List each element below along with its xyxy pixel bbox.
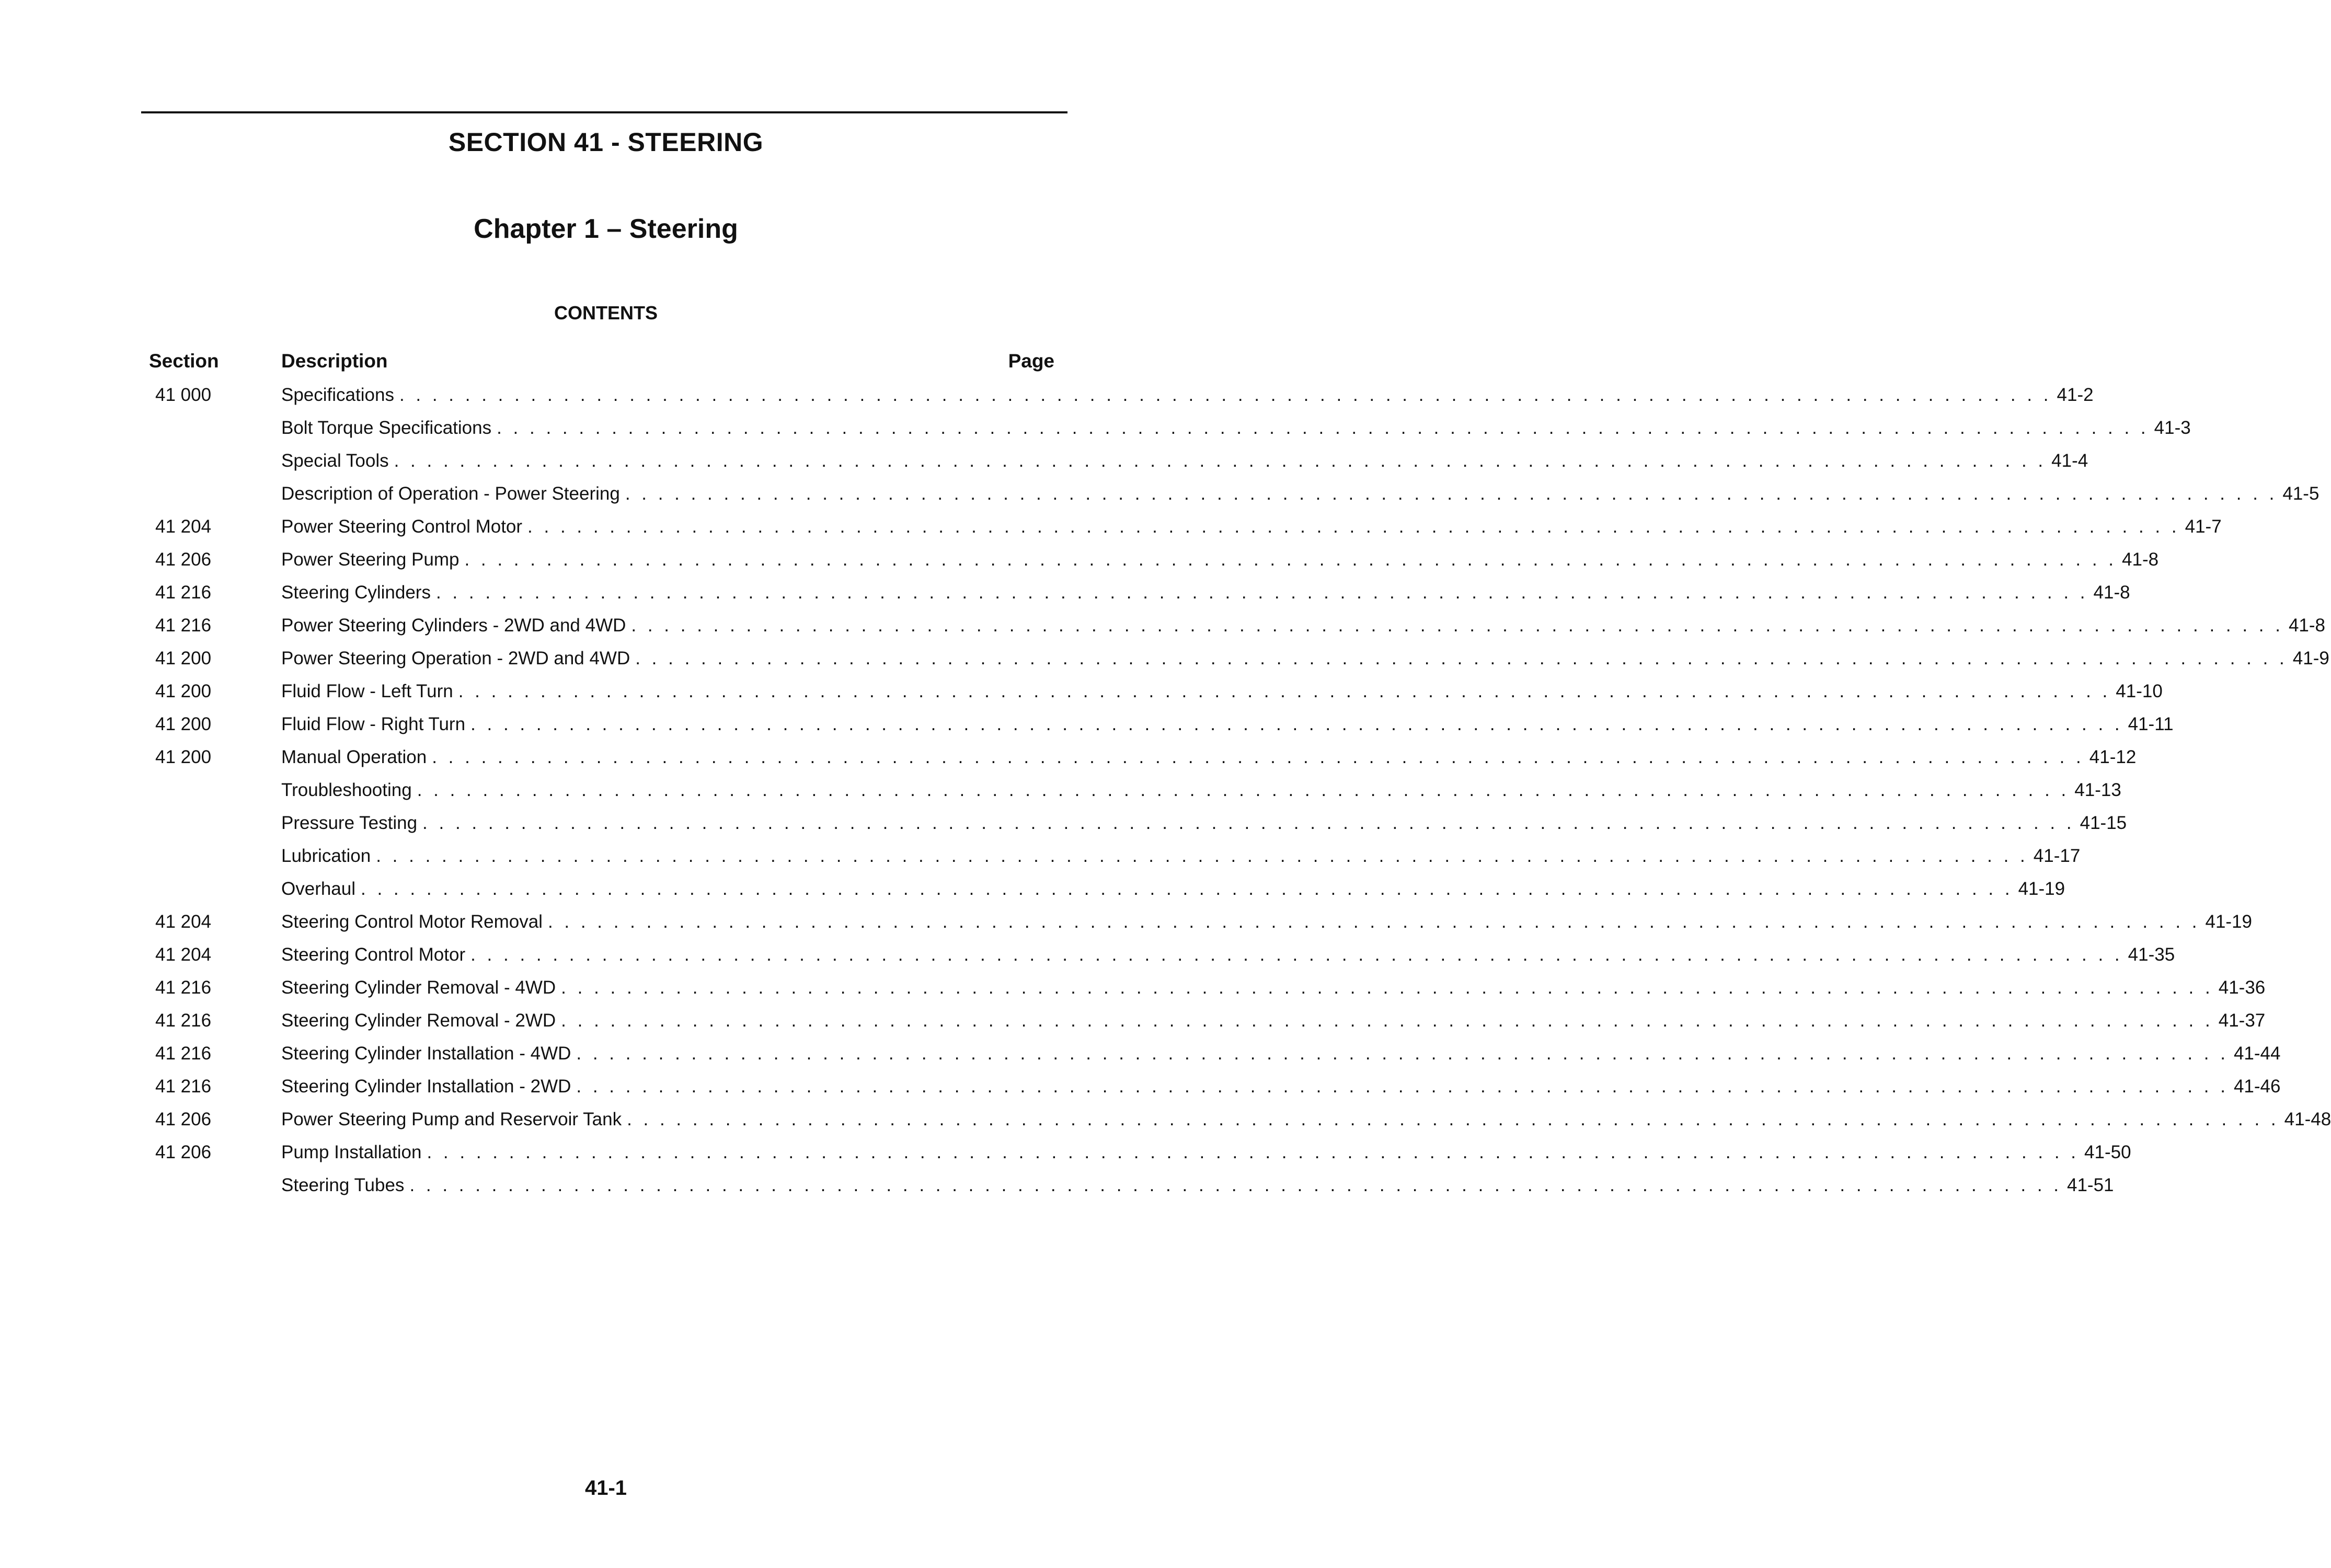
dot-leader: . . . . . . . . . . . . . . . . . . . . . . . . . . . . . . . . . . . . . . . . . . . . . . . . . . . . . . . . . . . . . . . . . . . . . . . . . . . . . . . . . . . . . . . . . . . . . . . . . . . . . — [470, 944, 2123, 965]
dot-leader: . . . . . . . . . . . . . . . . . . . . . . . . . . . . . . . . . . . . . . . . . . . . . . . . . . . . . . . . . . . . . . . . . . . . . . . . . . . . . . . . . . . . . . . . . . . . . . . . . . . . . — [576, 1043, 2229, 1064]
dot-leader: . . . . . . . . . . . . . . . . . . . . . . . . . . . . . . . . . . . . . . . . . . . . . . . . . . . . . . . . . . . . . . . . . . . . . . . . . . . . . . . . . . . . . . . . . . . . . . . . . . . . . — [561, 1010, 2213, 1031]
toc-row[interactable] — [0, 1140, 2131, 1173]
toc-row[interactable] — [0, 877, 2065, 910]
toc-section-number: 41 206 — [155, 1109, 212, 1129]
toc-description: Steering Cylinder Removal - 2WD — [281, 1010, 556, 1031]
dot-leader: . . . . . . . . . . . . . . . . . . . . . . . . . . . . . . . . . . . . . . . . . . . . . . . . . . . . . . . . . . . . . . . . . . . . . . . . . . . . . . . . . . . . . . . . . . . . . . . . . . . . . — [417, 780, 2070, 800]
toc-page-number: 41-2 — [2057, 385, 2094, 405]
toc-description: Power Steering Control Motor — [281, 516, 523, 537]
toc-row[interactable] — [0, 614, 2326, 647]
toc-description: Specifications — [281, 385, 394, 405]
toc-entry — [281, 811, 2127, 835]
toc-page-number: 41-17 — [2033, 846, 2081, 866]
toc-entry — [281, 1140, 2131, 1164]
dot-leader: . . . . . . . . . . . . . . . . . . . . . . . . . . . . . . . . . . . . . . . . . . . . . . . . . . . . . . . . . . . . . . . . . . . . . . . . . . . . . . . . . . . . . . . . . . . . . . . . . . . . . — [627, 1109, 2279, 1129]
toc-row[interactable] — [0, 449, 2088, 482]
toc-row[interactable] — [0, 910, 2253, 943]
toc-page-number: 41-37 — [2218, 1010, 2266, 1031]
toc-row[interactable] — [0, 515, 2222, 548]
toc-description: Lubrication — [281, 846, 371, 866]
toc-section-number: 41 206 — [155, 1142, 212, 1162]
toc-section-number: 41 204 — [155, 912, 212, 932]
section-column-header: Section — [149, 350, 219, 372]
dot-leader: . . . . . . . . . . . . . . . . . . . . . . . . . . . . . . . . . . . . . . . . . . . . . . . . . . . . . . . . . . . . . . . . . . . . . . . . . . . . . . . . . . . . . . . . . . . . . . . . . . . . . — [576, 1076, 2229, 1097]
toc-description: Description of Operation - Power Steering — [281, 483, 620, 504]
toc-section-number: 41 216 — [155, 977, 212, 998]
toc-entry — [281, 515, 2222, 538]
toc-entry — [281, 1075, 2281, 1098]
toc-section-number: 41 000 — [155, 385, 212, 405]
toc-description: Power Steering Cylinders - 2WD and 4WD — [281, 615, 626, 636]
toc-row[interactable] — [0, 1042, 2281, 1075]
page-number: 41-1 — [584, 1477, 627, 1500]
toc-page-number: 41-4 — [2051, 451, 2088, 471]
toc-row[interactable] — [0, 844, 2081, 877]
dot-leader: . . . . . . . . . . . . . . . . . . . . . . . . . . . . . . . . . . . . . . . . . . . . . . . . . . . . . . . . . . . . . . . . . . . . . . . . . . . . . . . . . . . . . . . . . . . . . . . . . . . . . — [470, 714, 2123, 734]
toc-column-headers — [0, 350, 1212, 376]
toc-page-number: 41-8 — [2093, 582, 2130, 603]
description-column-header: Description — [281, 350, 388, 372]
toc-description: Steering Control Motor — [281, 944, 466, 965]
toc-section-number: 41 206 — [155, 549, 212, 570]
toc-row[interactable] — [0, 1173, 2114, 1206]
dot-leader: . . . . . . . . . . . . . . . . . . . . . . . . . . . . . . . . . . . . . . . . . . . . . . . . . . . . . . . . . . . . . . . . . . . . . . . . . . . . . . . . . . . . . . . . . . . . . . . . . . . . . — [464, 549, 2117, 570]
toc-description: Pressure Testing — [281, 813, 418, 833]
toc-description: Steering Cylinder Removal - 4WD — [281, 977, 556, 998]
toc-page-number: 41-46 — [2233, 1076, 2281, 1097]
toc-page-number: 41-50 — [2084, 1142, 2131, 1162]
toc-page-number: 41-7 — [2185, 516, 2222, 537]
toc-row[interactable] — [0, 581, 2130, 614]
toc-row[interactable] — [0, 548, 2159, 581]
dot-leader: . . . . . . . . . . . . . . . . . . . . . . . . . . . . . . . . . . . . . . . . . . . . . . . . . . . . . . . . . . . . . . . . . . . . . . . . . . . . . . . . . . . . . . . . . . . . . . . . . . . . . — [527, 516, 2180, 537]
toc-page-number: 41-10 — [2116, 681, 2163, 701]
dot-leader: . . . . . . . . . . . . . . . . . . . . . . . . . . . . . . . . . . . . . . . . . . . . . . . . . . . . . . . . . . . . . . . . . . . . . . . . . . . . . . . . . . . . . . . . . . . . . . . . . . . . . — [376, 846, 2028, 866]
dot-leader: . . . . . . . . . . . . . . . . . . . . . . . . . . . . . . . . . . . . . . . . . . . . . . . . . . . . . . . . . . . . . . . . . . . . . . . . . . . . . . . . . . . . . . . . . . . . . . . . . . . . . — [625, 483, 2278, 504]
page-column-header: Page — [1008, 350, 1054, 372]
toc-row[interactable] — [0, 416, 2191, 449]
toc-entry — [281, 581, 2130, 604]
toc-page-number: 41-13 — [2074, 780, 2121, 800]
toc-row[interactable] — [0, 712, 2174, 745]
toc-description: Steering Tubes — [281, 1175, 405, 1195]
toc-entry — [281, 1042, 2281, 1065]
toc-description: Overhaul — [281, 879, 356, 899]
toc-section-number: 41 200 — [155, 648, 212, 668]
toc-entry — [281, 943, 2175, 966]
toc-entry — [281, 647, 2329, 670]
dot-leader: . . . . . . . . . . . . . . . . . . . . . . . . . . . . . . . . . . . . . . . . . . . . . . . . . . . . . . . . . . . . . . . . . . . . . . . . . . . . . . . . . . . . . . . . . . . . . . . . . . . . . — [631, 615, 2283, 636]
toc-entry — [281, 482, 2319, 505]
toc-entry — [281, 1108, 2331, 1131]
toc-section-number: 41 216 — [155, 1076, 212, 1097]
toc-row[interactable] — [0, 647, 2329, 679]
top-rule — [141, 111, 1067, 113]
dot-leader: . . . . . . . . . . . . . . . . . . . . . . . . . . . . . . . . . . . . . . . . . . . . . . . . . . . . . . . . . . . . . . . . . . . . . . . . . . . . . . . . . . . . . . . . . . . . . . . . . . . . . — [361, 879, 2013, 899]
dot-leader: . . . . . . . . . . . . . . . . . . . . . . . . . . . . . . . . . . . . . . . . . . . . . . . . . . . . . . . . . . . . . . . . . . . . . . . . . . . . . . . . . . . . . . . . . . . . . . . . . . . . . — [422, 813, 2075, 833]
toc-section-number: 41 200 — [155, 681, 212, 701]
dot-leader: . . . . . . . . . . . . . . . . . . . . . . . . . . . . . . . . . . . . . . . . . . . . . . . . . . . . . . . . . . . . . . . . . . . . . . . . . . . . . . . . . . . . . . . . . . . . . . . . . . . . . — [427, 1142, 2080, 1162]
toc-page-number: 41-3 — [2154, 418, 2191, 438]
toc-entry — [281, 778, 2121, 802]
toc-section-number: 41 204 — [155, 944, 212, 965]
dot-leader: . . . . . . . . . . . . . . . . . . . . . . . . . . . . . . . . . . . . . . . . . . . . . . . . . . . . . . . . . . . . . . . . . . . . . . . . . . . . . . . . . . . . . . . . . . . . . . . . . . . . . — [399, 385, 2052, 405]
toc-row[interactable] — [0, 1009, 2266, 1042]
toc-page-number: 41-48 — [2284, 1109, 2331, 1129]
toc-row[interactable] — [0, 679, 2163, 712]
toc-row[interactable] — [0, 778, 2121, 811]
toc-entry — [281, 910, 2253, 933]
toc-entry — [281, 548, 2159, 571]
dot-leader: . . . . . . . . . . . . . . . . . . . . . . . . . . . . . . . . . . . . . . . . . . . . . . . . . . . . . . . . . . . . . . . . . . . . . . . . . . . . . . . . . . . . . . . . . . . . . . . . . . . . . — [497, 418, 2149, 438]
toc-page-number: 41-12 — [2089, 747, 2137, 767]
contents-heading: CONTENTS — [554, 302, 658, 324]
dot-leader: . . . . . . . . . . . . . . . . . . . . . . . . . . . . . . . . . . . . . . . . . . . . . . . . . . . . . . . . . . . . . . . . . . . . . . . . . . . . . . . . . . . . . . . . . . . . . . . . . . . . . — [435, 582, 2088, 603]
dot-leader: . . . . . . . . . . . . . . . . . . . . . . . . . . . . . . . . . . . . . . . . . . . . . . . . . . . . . . . . . . . . . . . . . . . . . . . . . . . . . . . . . . . . . . . . . . . . . . . . . . . . . — [394, 451, 2047, 471]
toc-description: Fluid Flow - Left Turn — [281, 681, 453, 701]
toc-description: Pump Installation — [281, 1142, 422, 1162]
toc-entry — [281, 416, 2191, 440]
toc-description: Steering Cylinder Installation - 2WD — [281, 1076, 571, 1097]
toc-description: Fluid Flow - Right Turn — [281, 714, 466, 734]
toc-description: Steering Control Motor Removal — [281, 912, 543, 932]
toc-row[interactable] — [0, 811, 2127, 844]
dot-leader: . . . . . . . . . . . . . . . . . . . . . . . . . . . . . . . . . . . . . . . . . . . . . . . . . . . . . . . . . . . . . . . . . . . . . . . . . . . . . . . . . . . . . . . . . . . . . . . . . . . . . — [561, 977, 2213, 998]
toc-row[interactable] — [0, 1075, 2281, 1108]
toc-row[interactable] — [0, 482, 2319, 515]
dot-leader: . . . . . . . . . . . . . . . . . . . . . . . . . . . . . . . . . . . . . . . . . . . . . . . . . . . . . . . . . . . . . . . . . . . . . . . . . . . . . . . . . . . . . . . . . . . . . . . . . . . . . — [409, 1175, 2062, 1195]
toc-section-number: 41 216 — [155, 582, 212, 603]
toc-description: Steering Cylinder Installation - 4WD — [281, 1043, 571, 1064]
toc-page-number: 41-8 — [2288, 615, 2326, 636]
toc-entry — [281, 679, 2163, 703]
toc-page-number: 41-19 — [2205, 912, 2253, 932]
toc-page-number: 41-5 — [2282, 483, 2319, 504]
chapter-title: Chapter 1 – Steering — [474, 214, 738, 244]
toc-section-number: 41 216 — [155, 1043, 212, 1064]
toc-page-number: 41-8 — [2122, 549, 2159, 570]
toc-row[interactable] — [0, 943, 2175, 976]
toc-entry — [281, 1173, 2114, 1197]
dot-leader: . . . . . . . . . . . . . . . . . . . . . . . . . . . . . . . . . . . . . . . . . . . . . . . . . . . . . . . . . . . . . . . . . . . . . . . . . . . . . . . . . . . . . . . . . . . . . . . . . . . . . — [432, 747, 2084, 767]
dot-leader: . . . . . . . . . . . . . . . . . . . . . . . . . . . . . . . . . . . . . . . . . . . . . . . . . . . . . . . . . . . . . . . . . . . . . . . . . . . . . . . . . . . . . . . . . . . . . . . . . . . . . — [635, 648, 2288, 668]
toc-description: Power Steering Operation - 2WD and 4WD — [281, 648, 630, 668]
toc-page-number: 41-36 — [2218, 977, 2266, 998]
toc-page-number: 41-11 — [2128, 714, 2174, 734]
toc-row[interactable] — [0, 383, 2094, 416]
toc-description: Power Steering Pump and Reservoir Tank — [281, 1109, 622, 1129]
toc-section-number: 41 200 — [155, 747, 212, 767]
toc-entry — [281, 877, 2065, 901]
toc-entry — [281, 745, 2137, 769]
toc-entry — [281, 614, 2326, 637]
toc-page-number: 41-15 — [2080, 813, 2127, 833]
toc-section-number: 41 216 — [155, 1010, 212, 1031]
toc-entry — [281, 844, 2081, 868]
toc-page-number: 41-19 — [2018, 879, 2065, 899]
dot-leader: . . . . . . . . . . . . . . . . . . . . . . . . . . . . . . . . . . . . . . . . . . . . . . . . . . . . . . . . . . . . . . . . . . . . . . . . . . . . . . . . . . . . . . . . . . . . . . . . . . . . . — [458, 681, 2111, 701]
toc-page-number: 41-51 — [2067, 1175, 2114, 1195]
toc-section-number: 41 216 — [155, 615, 212, 636]
toc-page-number: 41-44 — [2233, 1043, 2281, 1064]
toc-entry — [281, 1009, 2266, 1032]
dot-leader: . . . . . . . . . . . . . . . . . . . . . . . . . . . . . . . . . . . . . . . . . . . . . . . . . . . . . . . . . . . . . . . . . . . . . . . . . . . . . . . . . . . . . . . . . . . . . . . . . . . . . — [547, 912, 2200, 932]
toc-row[interactable] — [0, 745, 2137, 778]
toc-description: Power Steering Pump — [281, 549, 460, 570]
toc-page-number: 41-9 — [2292, 648, 2329, 668]
toc-description: Steering Cylinders — [281, 582, 431, 603]
toc-entry — [281, 449, 2088, 472]
toc-page-number: 41-35 — [2128, 944, 2175, 965]
toc-row[interactable] — [0, 976, 2266, 1009]
toc-description: Bolt Torque Specifications — [281, 418, 492, 438]
toc-section-number: 41 204 — [155, 516, 212, 537]
toc-row[interactable] — [0, 1108, 2331, 1140]
toc-section-number: 41 200 — [155, 714, 212, 734]
toc-entry — [281, 383, 2094, 407]
toc-entry — [281, 712, 2174, 736]
toc-entry — [281, 976, 2266, 999]
table-of-contents — [0, 383, 2331, 1206]
toc-description: Special Tools — [281, 451, 389, 471]
toc-description: Manual Operation — [281, 747, 427, 767]
section-title: SECTION 41 - STEERING — [448, 128, 764, 157]
toc-description: Troubleshooting — [281, 780, 412, 800]
